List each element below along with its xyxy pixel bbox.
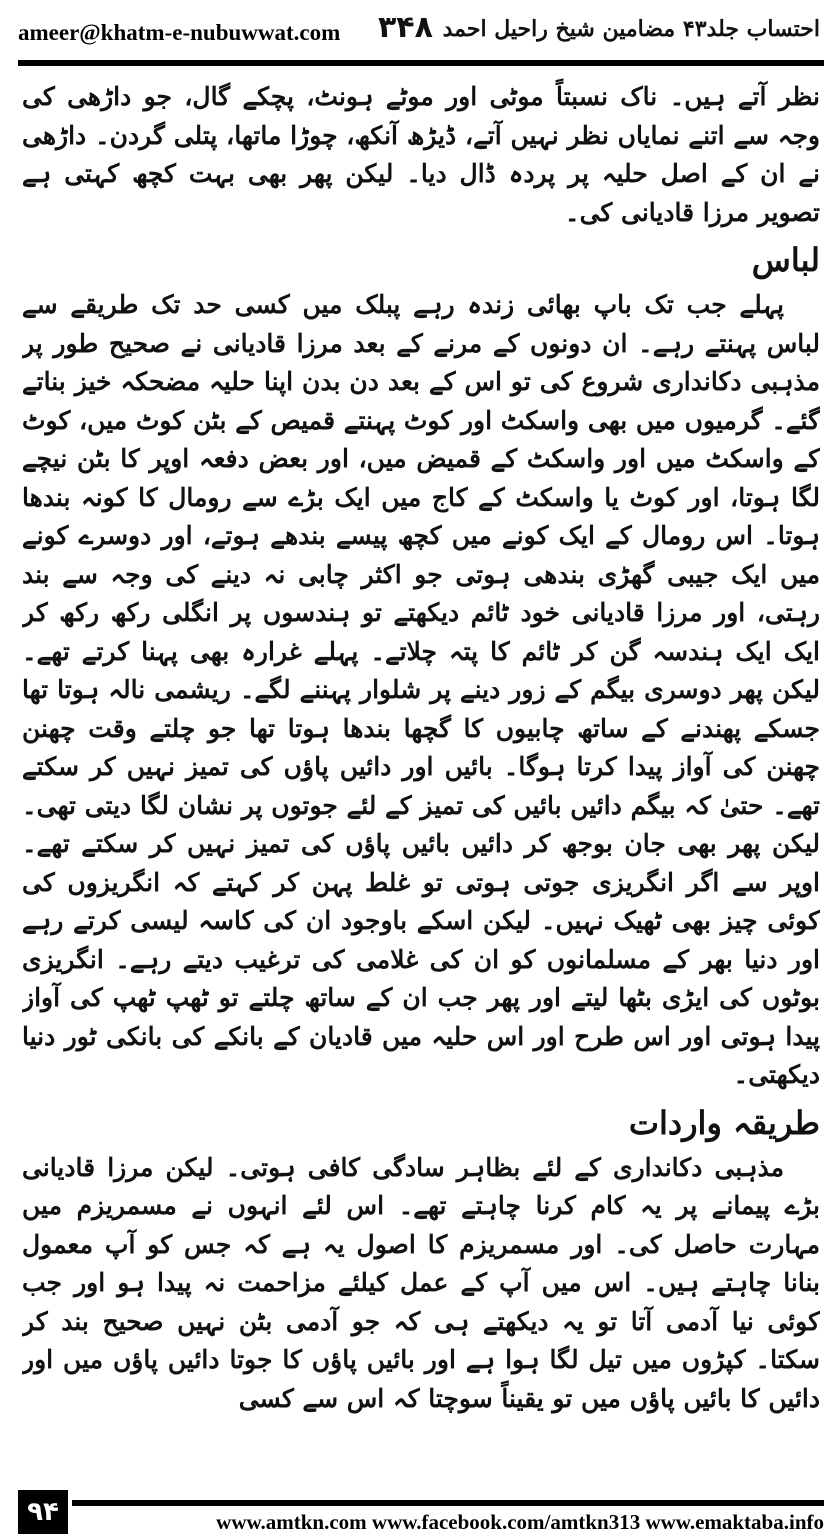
header-rule <box>18 60 824 66</box>
page-number-bottom: ۹۴ <box>18 1490 68 1534</box>
series-title: احتساب جلد۴۳ مضامین شیخ راحیل احمد <box>442 16 820 42</box>
section-heading-libas: لباس <box>751 241 820 279</box>
tariqa-paragraph: مذہبی دکانداری کے لئے بظاہر سادگی کافی ہوتی۔ لیکن مرزا قادیانی بڑے پیمانے پر یہ کام کرنا چاہتے تھے۔ اس لئے انہوں نے مسمریزم میں مہارت حاصل کی۔ اور مسمریزم کا اصول یہ ہے کہ جس کو آپ معمول بنانا چاہتے ہیں۔ اس میں آپ کے عمل کیلئے مزاحمت نہ پیدا ہو اور جب کوئی نیا آدمی آتا تو یہ دیکھتے ہی کہ جو آدمی بٹن نہیں صحیح بند کر سکتا۔ کپڑوں میں تیل لگا ہوا ہے اور بائیں پاؤں کا جوتا دائیں پاؤں میں اور دائیں کا بائیں پاؤں میں تو یقیناً سوچتا کہ اس سے کسی <box>22 1152 820 1413</box>
page-header <box>0 0 840 62</box>
footer-rule <box>72 1500 824 1506</box>
libas-paragraph: پہلے جب تک باپ بھائی زندہ رہے پبلک میں کسی حد تک طریقے سے لباس پہنتے رہے۔ ان دونوں کے مرنے کے بعد مرزا قادیانی نے صحیح طور پر مذہبی دکانداری شروع کی تو اس کے بعد دن بدن اپنا حلیہ مضحکہ خیز بناتے گئے۔ گرمیوں میں بھی واسکٹ اور کوٹ پہنتے قمیص کے بٹن کوٹ میں، کوٹ کے واسکٹ میں اور واسکٹ کے قمیض میں، اور بعض دفعہ اوپر کا بٹن نیچے لگا ہوتا، اور کوٹ یا واسکٹ کے کاج میں ایک بڑے سے رومال کا کونہ بندھا ہوتا۔ اس رومال کے ایک کونے میں کچھ پیسے بندھے ہوتے، اور دوسرے کونے میں ایک جیبی گھڑی بندھی ہوتی جو اکثر چابی نہ دینے کی وجہ سے بند رہتی، اور مرزا قادیانی خود ٹائم دیکھتے تو ہندسوں پر انگلی رکھ رکھ کر ایک ایک ہندسہ گن کر ٹائم کا پتہ چلاتے۔ پہلے غرارہ بھی پہنا کرتے تھے۔ لیکن پھر دوسری بیگم کے زور دینے پر شلوار پہننے لگے۔ ریشمی نالہ ہوتا تھا جسکے پھندنے کے ساتھ چابیوں کا گچھا بندھا ہوتا تھا جو چلتے وقت چھنن چھنن کی آواز پیدا کرتا ہوگا۔ بائیں اور دائیں پاؤں کی تمیز نہیں کر سکتے تھے۔ حتیٰ کہ بیگم دائیں بائیں کی تمیز کے لئے جوتوں پر نشان لگا دیتی تھی۔ لیکن پھر بھی جان بوجھ کر دائیں بائیں پاؤں کی تمیز نہیں کر سکتے تھے۔ اوپر سے اگر انگریزی جوتی ہوتی تو غلط پہن کر کہتے کہ انگریزوں کی کوئی چیز بھی ٹھیک نہیں۔ لیکن اسکے باوجود ان کی کاسہ لیسی کرتے رہے اور دنیا بھر کے مسلمانوں کو ان کی غلامی کی ترغیب دیتے رہے۔ انگریزی بوٹوں کی ایڑی بٹھا لیتے اور پھر جب ان کے ساتھ چلتے تو ٹھپ ٹھپ کی آواز پیدا ہوتی اور اس طرح اور اس حلیہ میں قادیان کے بانکے کی بانکی ٹور دنیا دیکھتی۔ <box>22 290 820 1089</box>
section-heading-tariqa: طریقہ واردات <box>628 1103 820 1142</box>
email-address: ameer@khatm-e-nubuwwat.com <box>18 20 341 45</box>
page-footer <box>0 1486 840 1540</box>
page-number-top: ۳۴۸ <box>378 10 433 45</box>
article-body <box>22 78 820 1480</box>
intro-paragraph: نظر آتے ہیں۔ ناک نسبتاً موٹی اور موٹے ہونٹ، پچکے گال، جو داڑھی کی وجہ سے اتنے نمایاں نظر نہیں آتے، ڈیڑھ آنکھ، چوڑا ماتھا، پتلی گردن۔ داڑھی نے ان کے اصل حلیہ پر پردہ ڈال دیا۔ لیکن پھر بھی بہت کچھ کہتی ہے تصویر مرزا قادیانی کی۔ <box>22 82 820 227</box>
footer-links: www.amtkn.com www.facebook.com/amtkn313 www.emaktaba.info <box>216 1510 824 1534</box>
